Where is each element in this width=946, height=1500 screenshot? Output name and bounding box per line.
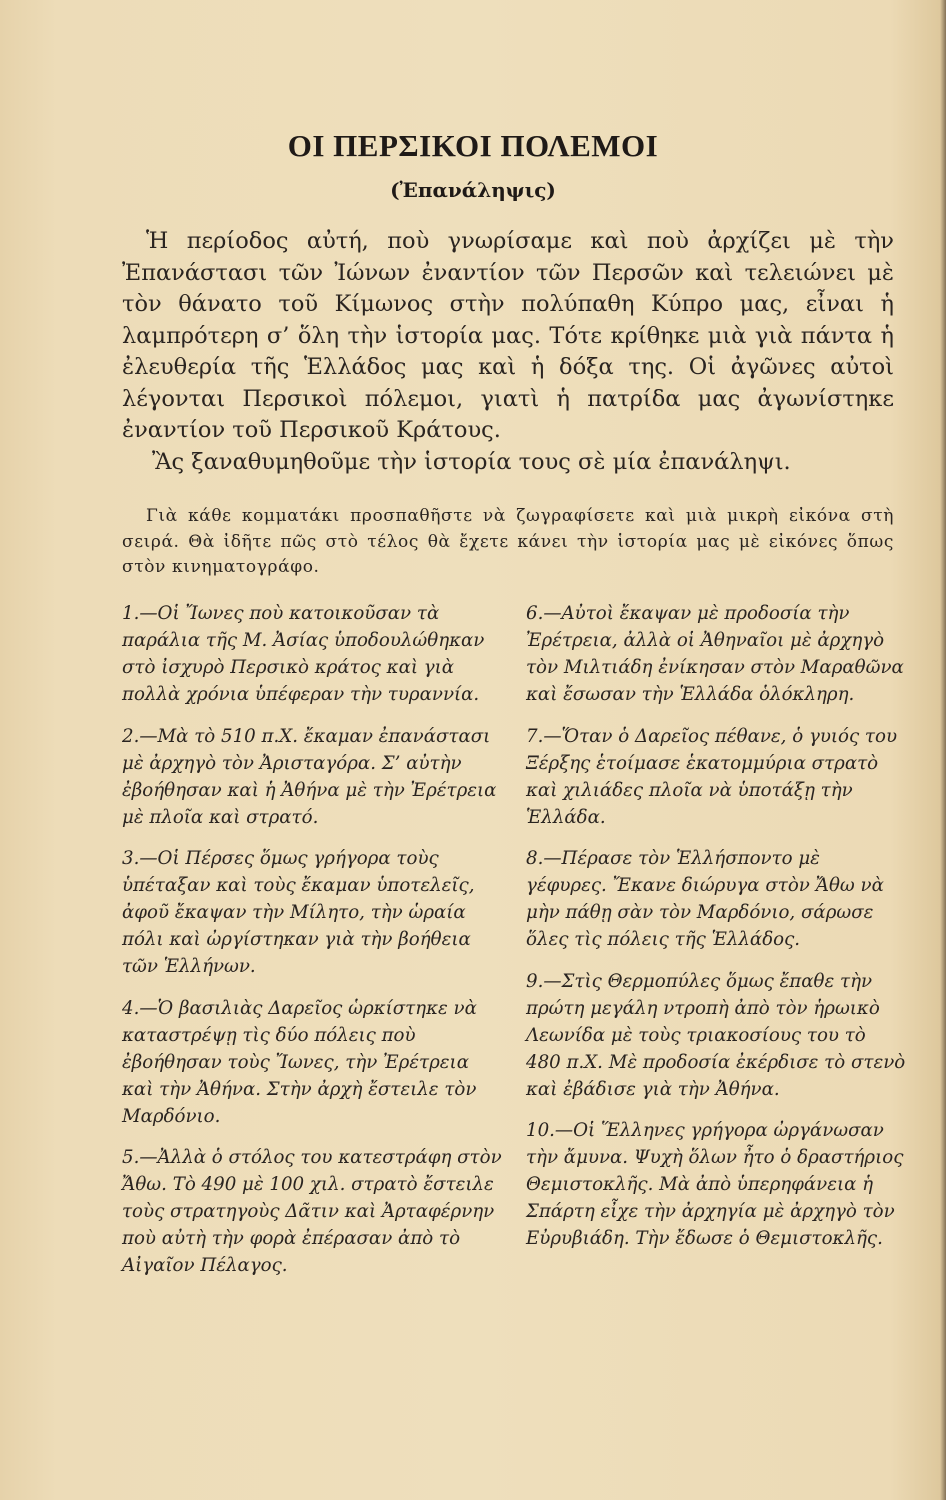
page-subtitle: (Ἐπανάληψις) [390,178,556,202]
list-item [122,1144,502,1279]
intro-paragraph [122,226,894,478]
list-item [122,600,502,708]
list-item [526,845,906,953]
right-column [526,600,906,1267]
drawing-instruction: Γιὰ κάθε κομματάκι προσπαθῆστε νὰ ζωγραφίσετε καὶ μιὰ μικρὴ εἰκόνα στὴ σειρά. Θὰ ἰδῆτε πῶς στὸ τέλος θὰ ἔχετε κάνει τὴν ἱστορία μας μὲ εἰκόνες ὅπως στὸν κινηματογράφο. [122,506,894,577]
item-text: Οἱ Πέρσες ὅμως γρήγορα τοὺς ὑπέταξαν καὶ τοὺς ἔκαμαν ὑποτελεῖς, ἀφοῦ ἔκαψαν τὴν Μίλητο, τὴν ὡραία πόλι καὶ ὠργίστηκαν γιὰ τὴν βοήθεια τῶν Ἑλλήνων. [122,848,475,977]
item-number: 6.— [526,603,562,624]
item-number: 4.— [122,997,158,1019]
list-item [122,995,502,1130]
page-title: ΟΙ ΠΕΡΣΙΚΟΙ ΠΟΛΕΜΟΙ [287,128,659,163]
item-text: Αὐτοὶ ἔκαψαν μὲ προδοσία τὴν Ἐρέτρεια, ἀλλὰ οἱ Ἀθηναῖοι μὲ ἀρχηγὸ τὸν Μιλτιάδη ἐνίκησαν στὸν Μαραθῶνα καὶ ἔσωσαν τὴν Ἑλλάδα ὁλόκληρη. [526,603,904,705]
list-item [526,968,906,1103]
intro-text-1: Ἡ περίοδος αὐτή, ποὺ γνωρίσαμε καὶ ποὺ ἀρχίζει μὲ τὴν Ἐπανάστασι τῶν Ἰώνων ἐναντίον τῶν Περσῶν καὶ τελειώνει μὲ τὸν θάνατο τοῦ Κίμωνος στὴν πολύπαθη Κύπρο μας, εἶναι ἡ λαμπρότερη σ’ ὅλη τὴν ἱστορία μας. Τότε κρίθηκε μιὰ γιὰ πάντα ἡ ἐλευθερία τῆς Ἑλλάδος μας καὶ ἡ δόξα της. Οἱ ἀγῶνες αὐτοὶ λέγονται Περσικοὶ πόλεμοι, γιατὶ ἡ πατρίδα μας ἀγωνίστηκε ἐναντίον τοῦ Περσικοῦ Κράτους. [122,228,894,443]
item-number: 9.— [526,970,562,992]
intro-text-2: Ἂς ξαναθυμηθοῦμε τὴν ἱστορία τους σὲ μία ἐπανάληψι. [152,448,791,475]
item-text: Στὶς Θερμοπύλες ὅμως ἔπαθε τὴν πρώτη μεγάλη ντροπὴ ἀπὸ τὸν ἡρωικὸ Λεωνίδα μὲ τοὺς τριακοσίους του τὸ 480 π.Χ. Μὲ προδοσία ἐκέρδισε τὸ στενὸ καὶ ἐβάδισε γιὰ τὴν Ἀθήνα. [526,970,906,1100]
item-text: Πέρασε τὸν Ἑλλήσποντο μὲ γέφυρες. Ἔκανε διώρυγα στὸν Ἄθω νὰ μὴν πάθῃ σὰν τὸν Μαρδόνιο, σάρωσε ὅλες τὶς πόλεις τῆς Ἑλλάδος. [526,848,884,950]
item-text: Ἀλλὰ ὁ στόλος του κατεστράφη στὸν Ἄθω. Τὸ 490 μὲ 100 χιλ. στρατὸ ἔστειλε τοὺς στρατηγοὺς Δᾶτιν καὶ Ἀρταφέρνην ποὺ αὐτὴ τὴν φορὰ ἐπέρασαν ἀπὸ τὸ Αἰγαῖον Πέλαγος. [122,1147,502,1276]
list-item [526,1117,906,1252]
item-text: Μὰ τὸ 510 π.Χ. ἔκαμαν ἐπανάστασι μὲ ἀρχηγὸ τὸν Ἀρισταγόρα. Σ’ αὐτὴν ἐβοήθησαν καὶ ἡ Ἀθήνα μὲ τὴν Ἐρέτρεια μὲ πλοῖα καὶ στρατό. [122,725,497,828]
item-text: Οἱ Ἕλληνες γρήγορα ὠργάνωσαν τὴν ἄμυνα. Ψυχὴ ὅλων ἦτο ὁ δραστήριος Θεμιστοκλῆς. Μὰ ἀπὸ ὑπερηφάνεια ἡ Σπάρτη εἶχε τὴν ἀρχηγία μὲ ἀρχηγὸ τὸν Εὐρυβιάδη. Τὴν ἔδωσε ὁ Θεμιστοκλῆς. [526,1120,904,1249]
item-number: 1.— [122,603,158,624]
left-column [122,600,502,1294]
list-item [526,723,906,831]
item-number: 2.— [122,725,158,747]
item-number: 5.— [122,1147,158,1168]
item-text: Ὅταν ὁ Δαρεῖος πέθανε, ὁ γυιός του Ξέρξης ἑτοίμασε ἑκατομμύρια στρατὸ καὶ χιλιάδες πλοῖα νὰ ὑποτάξῃ τὴν Ἑλλάδα. [526,725,898,828]
list-item [122,723,502,831]
item-text: Οἱ Ἴωνες ποὺ κατοικοῦσαν τὰ παράλια τῆς Μ. Ἀσίας ὑποδουλώθηκαν στὸ ἰσχυρὸ Περσικὸ κράτος καὶ γιὰ πολλὰ χρόνια ὑπέφεραν τὴν τυραννία. [122,603,485,705]
item-number: 3.— [122,848,158,869]
item-number: 10.— [526,1120,574,1141]
list-item [122,845,502,980]
item-number: 8.— [526,848,562,869]
item-text: Ὁ βασιλιὰς Δαρεῖος ὡρκίστηκε νὰ καταστρέψῃ τὶς δύο πόλεις ποὺ ἐβοήθησαν τοὺς Ἴωνες, τὴν Ἐρέτρεια καὶ τὴν Ἀθήνα. Στὴν ἀρχὴ ἔστειλε τὸν Μαρδόνιο. [122,997,477,1127]
list-item [526,600,906,708]
page-edge-shadow [940,0,946,1500]
item-number: 7.— [526,725,562,747]
